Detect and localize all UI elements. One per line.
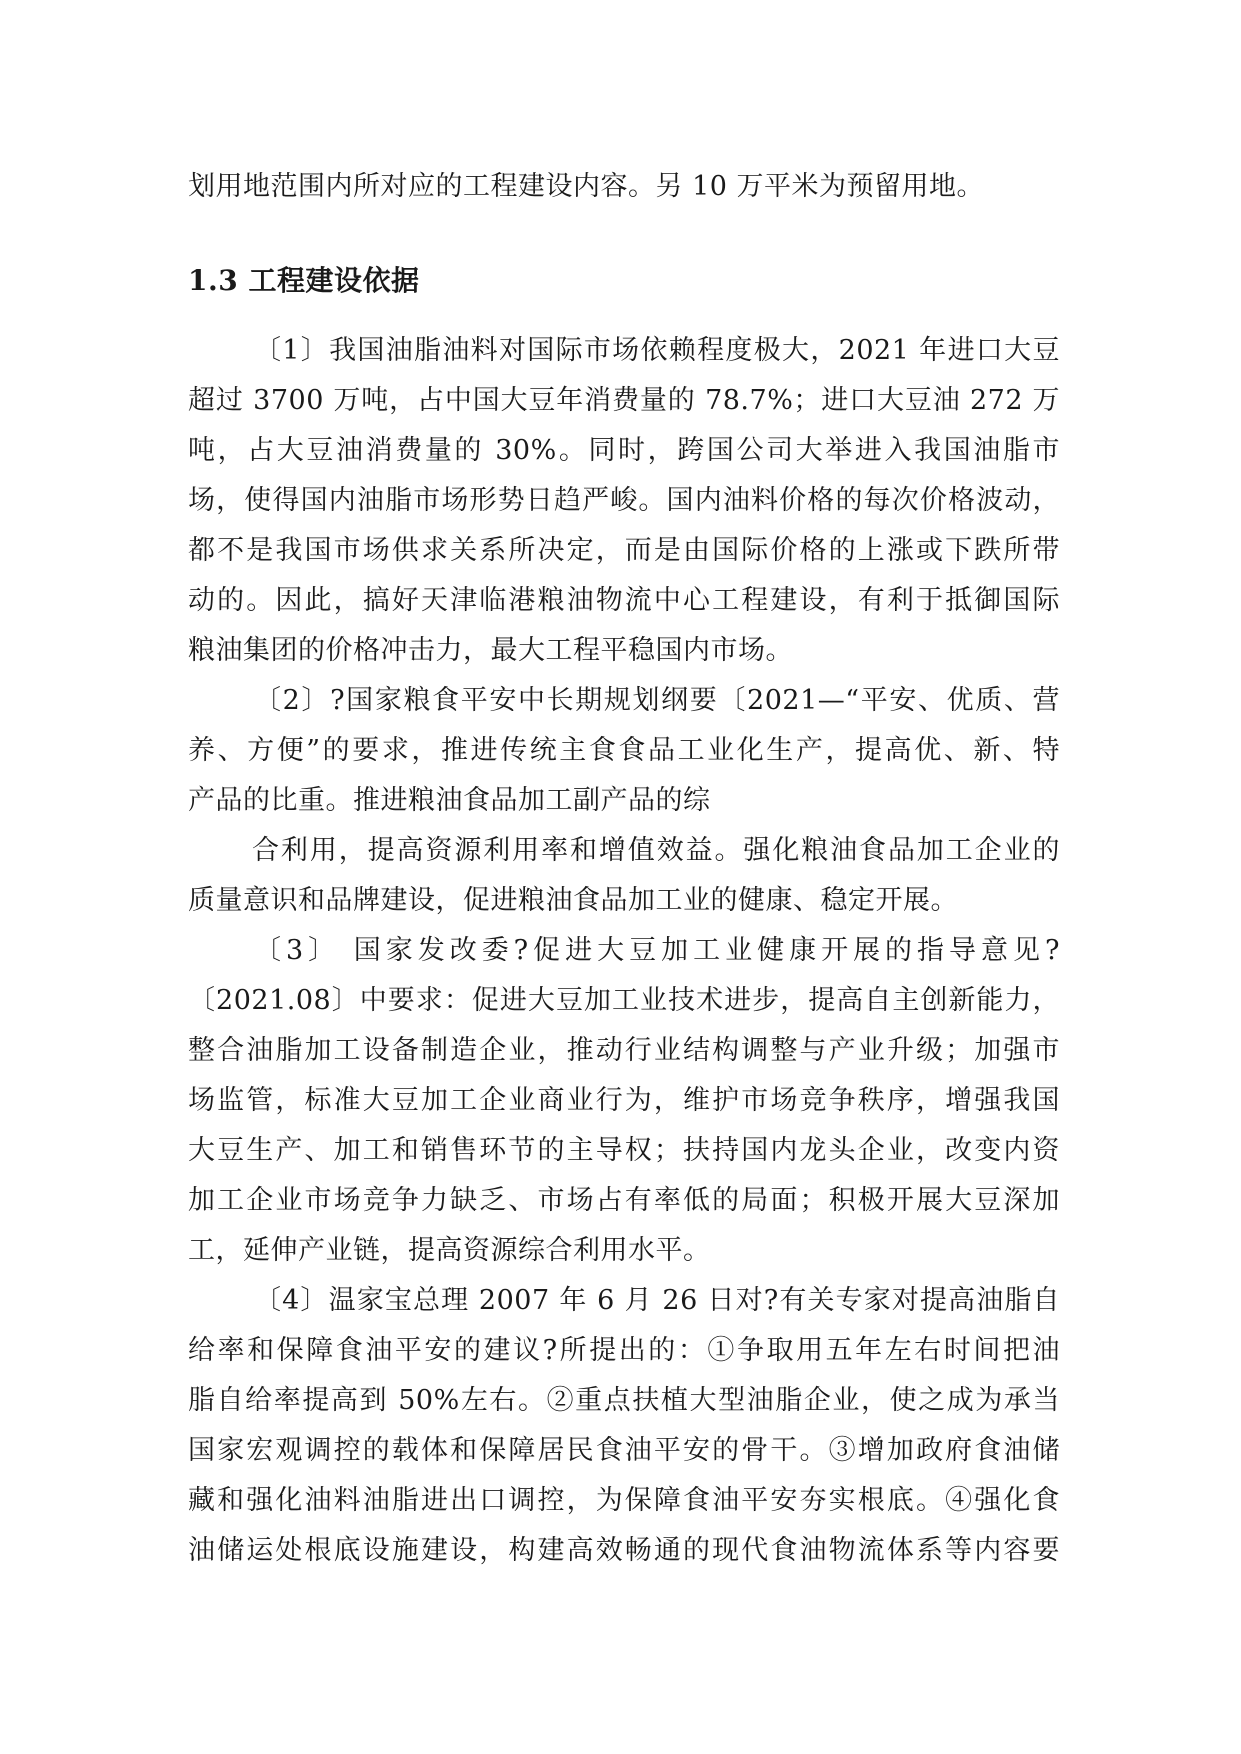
paragraph-4	[188, 926, 1060, 1276]
paragraph-line: 藏和强化油料油脂进出口调控，为保障食油平安夯实根底。④强化食	[188, 1485, 1060, 1516]
paragraph-line: 〔2〕?国家粮食平安中长期规划纲要〔2021—“平安、优质、营	[254, 685, 1060, 716]
paragraph-line: 质量意识和品牌建设，促进粮油食品加工业的健康、稳定开展。	[188, 885, 958, 916]
paragraph-line: 合利用，提高资源利用率和增值效益。强化粮油食品加工企业的	[252, 835, 1060, 866]
paragraph-line: 〔1〕我国油脂油料对国际市场依赖程度极大，2021 年进口大豆	[254, 335, 1060, 366]
paragraph-2	[188, 676, 1060, 826]
paragraph-line: 都不是我国市场供求关系所决定，而是由国际价格的上涨或下跌所带	[188, 535, 1060, 566]
paragraph-line: 脂自给率提高到 50%左右。②重点扶植大型油脂企业，使之成为承当	[188, 1385, 1060, 1416]
paragraph-line: 国家宏观调控的载体和保障居民食油平安的骨干。③增加政府食油储	[188, 1435, 1060, 1466]
paragraph-line: 油储运处根底设施建设，构建高效畅通的现代食油物流体系等内容要	[188, 1535, 1060, 1566]
paragraph-line: 〔4〕温家宝总理 2007 年 6 月 26 日对?有关专家对提高油脂自	[254, 1285, 1060, 1316]
paragraph-1	[188, 326, 1060, 676]
paragraph-line: 动的。因此，搞好天津临港粮油物流中心工程建设，有利于抵御国际	[188, 585, 1060, 616]
paragraph-line: 产品的比重。推进粮油食品加工副产品的综	[188, 785, 711, 816]
paragraph-line: 超过 3700 万吨，占中国大豆年消费量的 78.7%；进口大豆油 272 万	[188, 385, 1060, 416]
paragraph-line: 大豆生产、加工和销售环节的主导权；扶持国内龙头企业，改变内资	[188, 1135, 1060, 1166]
paragraph-line: 〔2021.08〕中要求：促进大豆加工业技术进步，提高自主创新能力，	[188, 985, 1060, 1016]
paragraph-line: 工，延伸产业链，提高资源综合利用水平。	[188, 1235, 711, 1266]
paragraph-line: 整合油脂加工设备制造企业，推动行业结构调整与产业升级；加强市	[188, 1035, 1060, 1066]
paragraph-3	[188, 826, 1060, 926]
paragraph-line: 场，使得国内油脂市场形势日趋严峻。国内油料价格的每次价格波动，	[188, 485, 1060, 516]
paragraph-line: 给率和保障食油平安的建议?所提出的：①争取用五年左右时间把油	[188, 1335, 1060, 1366]
document-page	[188, 162, 1060, 1576]
paragraph-line: 加工企业市场竞争力缺乏、市场占有率低的局面；积极开展大豆深加	[188, 1185, 1060, 1216]
section-heading: 1.3 工程建设依据	[188, 264, 420, 297]
paragraph-line: 吨，占大豆油消费量的 30%。同时，跨国公司大举进入我国油脂市	[188, 435, 1060, 466]
paragraph-line: 〔3〕 国家发改委?促进大豆加工业健康开展的指导意见?	[254, 935, 1060, 966]
intro-line: 划用地范围内所对应的工程建设内容。另 10 万平米为预留用地。	[188, 171, 985, 202]
paragraph-line: 场监管，标准大豆加工企业商业行为，维护市场竞争秩序，增强我国	[188, 1085, 1060, 1116]
paragraph-line: 粮油集团的价格冲击力，最大工程平稳国内市场。	[188, 635, 793, 666]
paragraph-line: 养、方便”的要求，推进传统主食食品工业化生产，提高优、新、特	[188, 735, 1060, 766]
paragraph-5	[188, 1276, 1060, 1576]
